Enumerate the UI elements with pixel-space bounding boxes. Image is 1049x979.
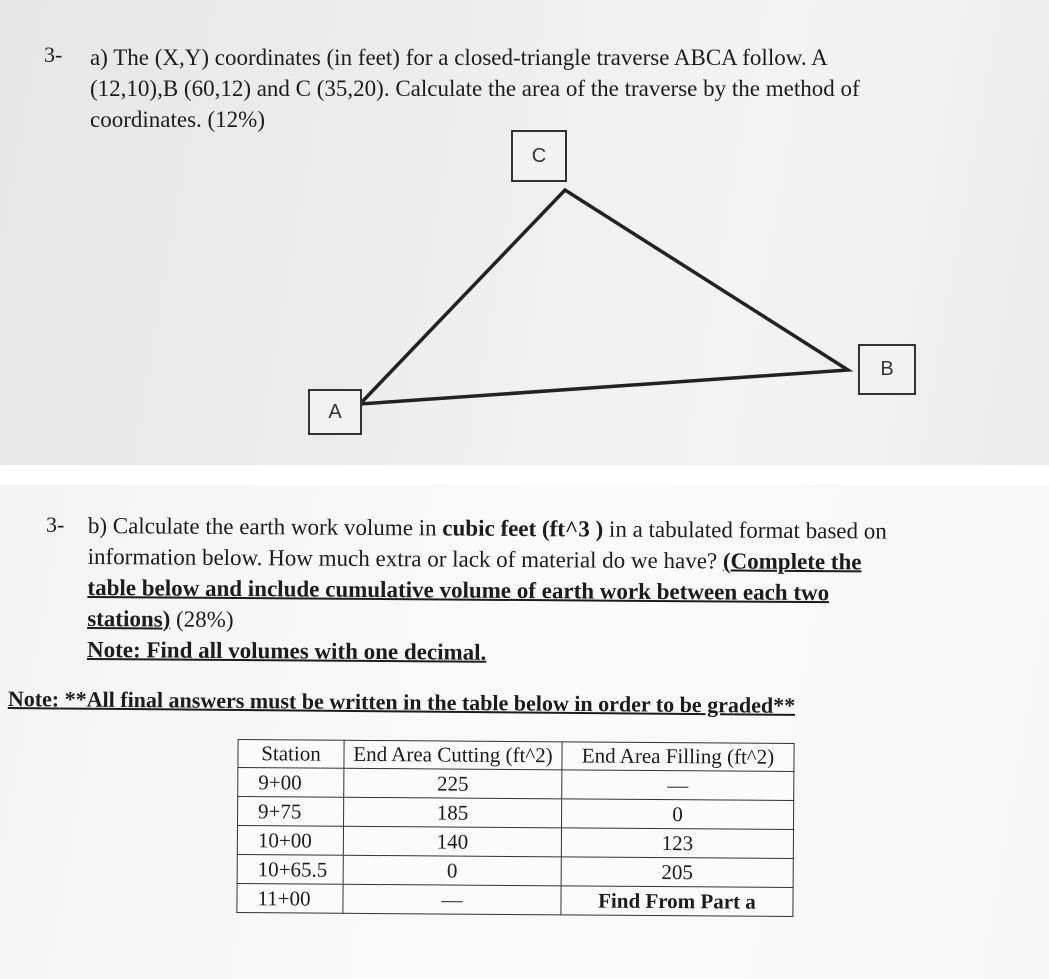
table-row	[238, 768, 794, 801]
table-row	[237, 826, 793, 859]
fill-cell: Find From Part a	[561, 886, 793, 917]
part-b-note-2: Note: **All final answers must be written in the table below in order to be graded**	[7, 686, 796, 718]
fill-cell: —	[562, 770, 794, 801]
part-b-note-1: Note: Find all volumes with one decimal.	[86, 636, 487, 665]
part-a-line-3: coordinates. (12%)	[90, 107, 265, 132]
table-row	[237, 884, 793, 917]
question-number-b: 3-	[46, 512, 65, 537]
station-cell: 9+00	[238, 768, 344, 798]
vertex-label-b: B	[858, 344, 916, 395]
part-a-line-1: a) The (X,Y) coordinates (in feet) for a closed-triangle traverse ABCA follow. A	[90, 45, 828, 70]
header-end-area-cutting: End Area Cutting (ft^2)	[344, 740, 562, 770]
part-a-panel	[0, 0, 1049, 465]
part-b-line-1: b) Calculate the earth work volume in cubic feet (ft^3 ) in a tabulated format based on	[87, 512, 887, 544]
table-row	[237, 855, 793, 888]
cut-cell: 0	[343, 855, 561, 886]
table-row	[238, 797, 794, 830]
fill-cell: 123	[561, 828, 793, 859]
table-header-row	[238, 740, 794, 772]
part-b-text	[87, 510, 988, 671]
header-end-area-filling: End Area Filling (ft^2)	[562, 742, 794, 772]
station-cell: 10+65.5	[237, 855, 343, 885]
cut-cell: 140	[343, 826, 561, 857]
fill-cell: 0	[562, 799, 794, 830]
traverse-triangle-diagram	[0, 0, 1049, 465]
part-b-line-3: table below and include cumulative volume of earth work between each two	[87, 574, 830, 606]
station-cell: 10+00	[237, 826, 343, 856]
cut-cell: —	[343, 884, 561, 915]
vertex-label-c: C	[511, 130, 567, 182]
cut-cell: 185	[344, 797, 562, 828]
fill-cell: 205	[561, 857, 793, 888]
part-b-line-2: information below. How much extra or lack of material do we have? (Complete the	[87, 543, 862, 575]
station-cell: 9+75	[238, 797, 344, 827]
earthwork-table	[236, 739, 794, 917]
part-b-line-4: stations) (28%)	[87, 605, 234, 633]
question-number-a: 3-	[44, 42, 63, 67]
header-station: Station	[238, 740, 344, 769]
triangle-abca	[360, 190, 848, 404]
vertex-label-a: A	[308, 389, 362, 435]
cut-cell: 225	[344, 768, 562, 799]
part-a-line-2: (12,10),B (60,12) and C (35,20). Calculate the area of the traverse by the method of	[90, 76, 860, 101]
station-cell: 11+00	[237, 884, 343, 914]
